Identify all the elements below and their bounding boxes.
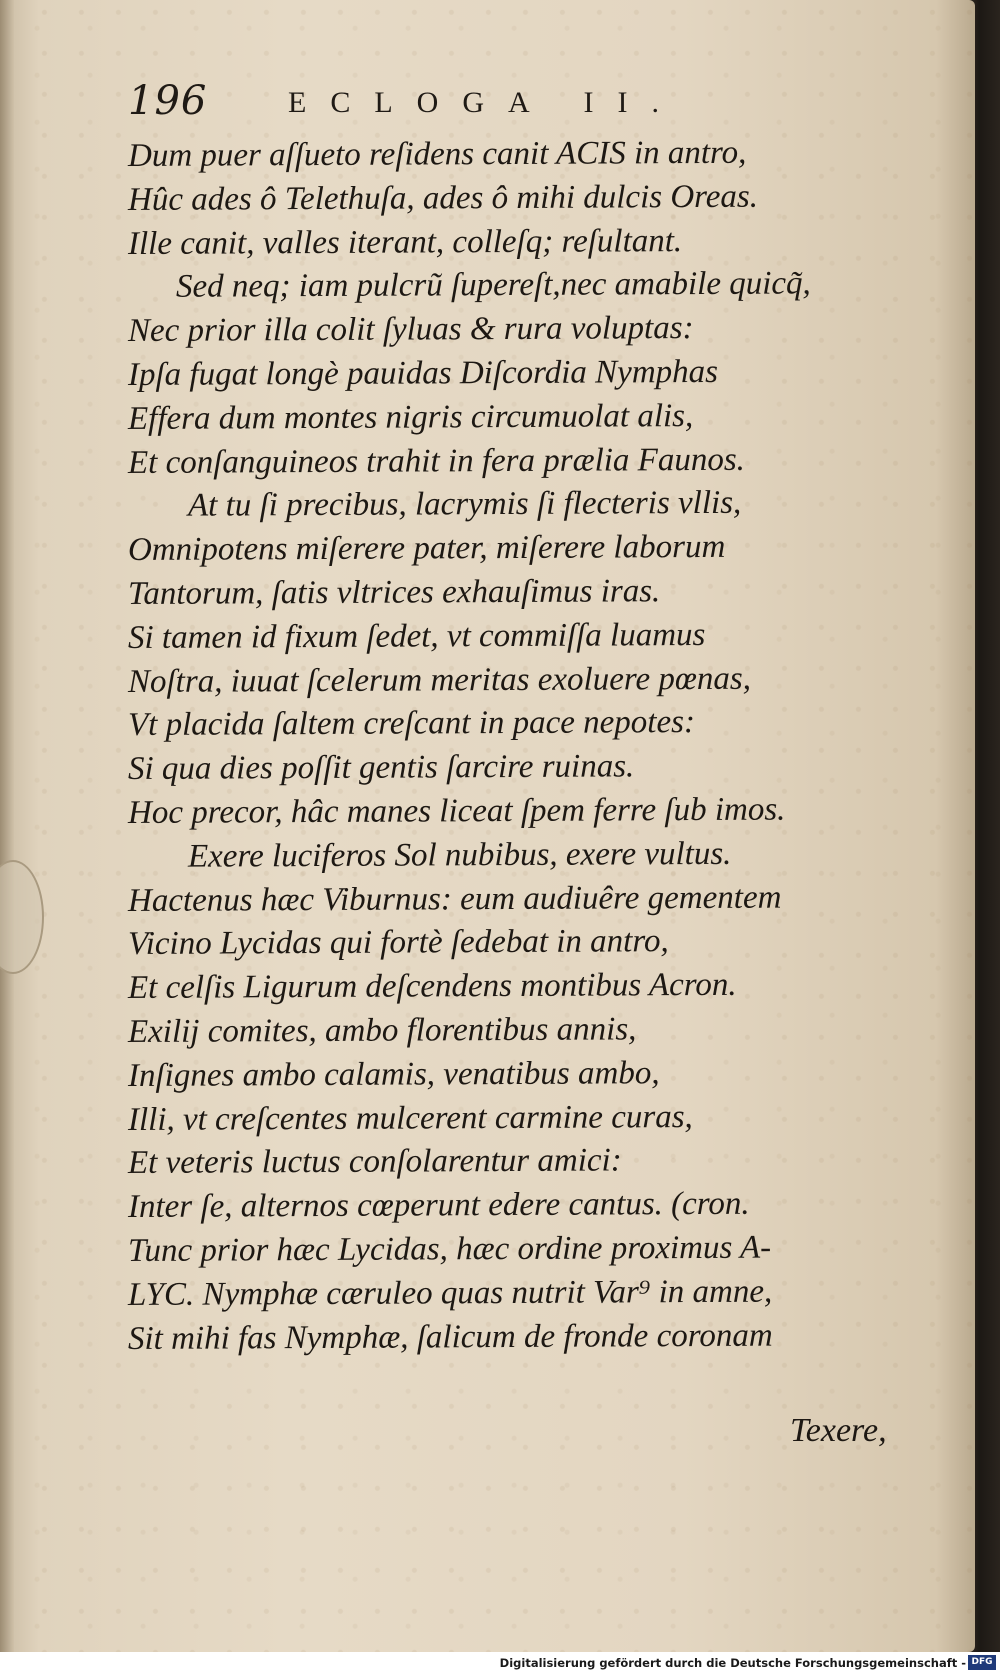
- poem-line: Nec prior illa colit ſyluas & rura voluptas:: [128, 310, 694, 350]
- poem-line: Dum puer aſſueto reſidens canit ACIS in antro,: [128, 134, 747, 174]
- poem-line: Ille canit, valles iterant, colleſq; reſultant.: [128, 222, 683, 262]
- poem-line: Omnipotens miſerere pater, miſerere laborum: [128, 529, 726, 569]
- poem-line: Illi, vt creſcentes mulcerent carmine curas,: [128, 1098, 693, 1138]
- poem-text: [128, 131, 908, 1361]
- poem-line: Hûc ades ô Telethuſa, ades ô mihi dulcis Oreas.: [128, 178, 759, 218]
- poem-line: Vicino Lycidas qui fortè ſedebat in antro,: [128, 923, 669, 963]
- poem-line: Hoc precor, hâc manes liceat ſpem ferre ſub imos.: [128, 791, 786, 831]
- page-edge: [0, 0, 14, 1652]
- poem-line: Ipſa fugat longè pauidas Diſcordia Nymphas: [128, 353, 719, 393]
- poem-line: Si tamen id fixum ſedet, vt commiſſa luamus: [128, 616, 706, 656]
- funding-credit: Digitalisierung gefördert durch die Deutsche Forschungsgemeinschaft -: [499, 1656, 966, 1670]
- poem-line: Noſtra, iuuat ſcelerum meritas exoluere pœnas,: [128, 660, 751, 700]
- poem-line: Exilij comites, ambo florentibus annis,: [128, 1011, 637, 1050]
- poem-line: Exere luciferos Sol nubibus, exere vultus.: [188, 835, 732, 875]
- digitization-footer: [0, 1652, 1000, 1674]
- poem-line: Tunc prior hæc Lycidas, hæc ordine proximus A-: [128, 1229, 772, 1269]
- poem-line: Sit mihi fas Nymphæ, ſalicum de fronde coronam: [128, 1317, 773, 1357]
- page-number: 196: [128, 78, 208, 124]
- poem-line: Et conſanguineos trahit in fera prælia Faunos.: [128, 441, 745, 481]
- poem-line: Sed neq; iam pulcrũ ſupereſt,nec amabile quicq̃,: [176, 265, 811, 306]
- poem-line: Et celſis Ligurum deſcendens montibus Acron.: [128, 966, 737, 1007]
- running-head: ECLOGA II.: [288, 86, 683, 119]
- poem-line: Vt placida ſaltem creſcant in pace nepotes:: [128, 704, 695, 744]
- poem-line: Hactenus hæc Viburnus: eum audiuêre gementem: [128, 879, 782, 919]
- page-header: [128, 78, 728, 128]
- poem-line: Et veteris luctus conſolarentur amici:: [128, 1142, 622, 1182]
- poem-line: LYC. Nymphæ cæruleo quas nutrit Var⁹ in amne,: [128, 1273, 773, 1313]
- page-tab-mark: [0, 860, 44, 974]
- poem-line: Inſignes ambo calamis, venatibus ambo,: [128, 1054, 660, 1094]
- poem-line: Si qua dies poſſit gentis ſarcire ruinas.: [128, 748, 635, 788]
- poem-line: At tu ſi precibus, lacrymis ſi flecteris vllis,: [188, 485, 742, 525]
- poem-line: Inter ſe, alternos cœperunt edere cantus. (cron.: [128, 1185, 750, 1226]
- dfg-logo-icon: DFG: [968, 1655, 996, 1670]
- poem-line: Tantorum, ſatis vltrices exhauſimus iras.: [128, 573, 661, 612]
- poem-line: Effera dum montes nigris circumuolat alis,: [128, 397, 694, 437]
- catchword: Texere,: [790, 1412, 887, 1449]
